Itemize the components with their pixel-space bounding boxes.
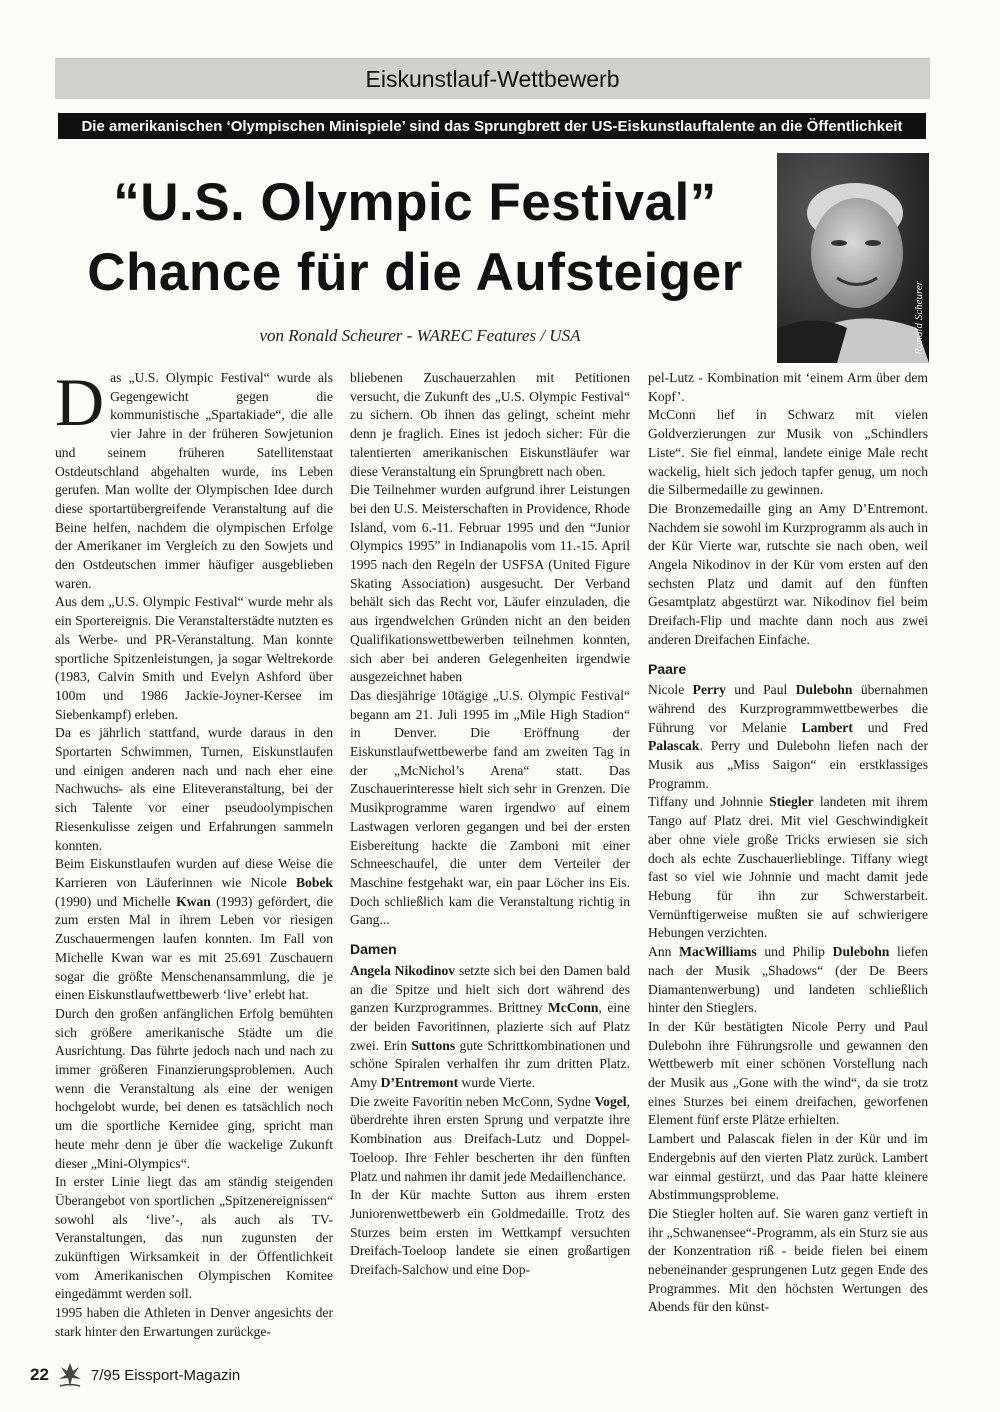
page-footer (30, 1360, 240, 1390)
issue-label: 7/95 Eissport-Magazin (90, 1366, 241, 1384)
paragraph: Tiffany und Johnnie Stiegler landeten mit ihrem Tango auf Platz drei. Mit viel Geschwindigkeit aber ohne viele große Tricks erwiesen sie sich doch als echte Zuschauerlieblinge. Tiffany wiegt fast so viel wie Johnnie und macht damit jede Hebung für ihn zur Schwerstarbeit. Vernünftigerweise mußten sie auf schwierigere Hebungen verzichten. (648, 794, 928, 941)
paragraph: Das diesjährige 10tägige „U.S. Olympic Festival“ begann am 21. Juli 1995 im „Mile High Stadion“ in Denver. Die Eröffnung der Eiskunstlaufwettbewerbe fand am zweiten Tag in der „McNichol’s Arena“ statt. Das Zuschauerinteresse hielt sich sehr in Grenzen. Die Musikprogramme waren irgendwo auf einem Lastwagen verloren gegangen und bei der ersten Eisbereitung hackte die Zamboni mit einer Schneeschaufel, die unter dem Verteiler der Maschine festgehakt war, ein paar Löcher ins Eis. Doch schließlich kam die Veranstaltung richtig in Gang... (350, 687, 630, 928)
paragraph: Aus dem „U.S. Olympic Festival“ wurde mehr als ein Sportereignis. Die Veranstalterstädte nutzten es als Werbe- und PR-Veranstaltung. Man konnte sportliche Spitzenleistungen, ja sogar Weltrekorde (1983, Calvin Smith und Evelyn Ashford über 100m und 1986 Jackie-Joyner-Kersee im Siebenkampf) erleben. (55, 594, 333, 722)
paragraph: Durch den großen anfänglichen Erfolg bemühten sich größere amerikanische Städte um die Ausrichtung. Das führte jedoch nach und nach zu immer größeren Finanzierungsproblemen. Auch wenn die Veranstaltung als eine der wenigen hochgelobt wurde, bei denen es tatsächlich noch um die sportliche Kernidee ging, spricht man heute mehr denn je über die wackelige Zukunft dieser „Mini-Olympics“. (55, 1005, 333, 1171)
headline (55, 168, 775, 308)
byline: von Ronald Scheurer - WAREC Features / USA (259, 326, 581, 345)
portrait-image (777, 153, 929, 363)
paragraph: Angela Nikodinov setzte sich bei den Damen bald an die Spitze und hielt sich dort während des ganzen Kurzprogrammes. Brittney McConn, eine der beiden Favoritinnen, plazierte sich auf Platz zwei. Erin Suttons gute Schrittkombinationen und schöne Spiralen verhalfen ihr zum dritten Platz. Amy D’Entremont wurde Vierte. (350, 962, 630, 1091)
column-1 (55, 364, 333, 1342)
column-2 (350, 369, 630, 1280)
subheading-damen: Damen (350, 941, 397, 958)
page-number: 22 (30, 1365, 49, 1384)
paragraph: Das „U.S. Olympic Festival“ wurde als Gegengewicht gegen die kommunistische „Spartakiade“, die alle vier Jahre in der früheren Sowjetunion und seinem früheren Satellitenstaat Ostdeutschland abgehalten wurde, ins Leben gerufen. Man wollte der Olympischen Idee durch diese sportartübergreifende Veranstaltung auf die Beine helfen, nachdem die olympischen Erfolge der Amerikaner im Vergleich zu den Sowjets und den Ostdeutschen immer häufiger ausgeblieben waren. (55, 364, 333, 591)
kicker-bar (58, 113, 926, 139)
paragraph: In der Kür machte Sutton aus ihrem ersten Juniorenwettbewerb ein Goldmedaille. Trotz des Sturzes beim ersten im Wettkampf versuchten Dreifach-Toeloop landete sie einen großartigen Dreifach-Salchow und eine Dop- (350, 1187, 630, 1278)
subheading-paare: Paare (648, 660, 687, 677)
paragraph: Nicole Perry und Paul Dulebohn übernahmen während des Kurzprogrammwettbewerbes die Führung vor Melanie Lambert und Fred Palascak. Perry und Dulebohn liefen nach der Musik aus „Miss Saigon“ ein erstklassiges Programm. (648, 682, 928, 791)
photo-credit: Ronald Scheurer (913, 281, 925, 355)
paragraph: pel-Lutz - Kombination mit ‘einem Arm über dem Kopf’. (648, 370, 928, 404)
column-3 (648, 369, 928, 1317)
section-title-bar (55, 58, 930, 99)
paragraph: Da es jährlich stattfand, wurde daraus in den Sportarten Schwimmen, Turnen, Eiskunstlaufen und einigen anderen nach und nach eher eine Nachwuchs- als eine Eliteveranstaltung, bei der sich Talente vor einer pseudoolympischen Riesenkulisse zeigen und Erfahrungen sammeln konnten. (55, 725, 333, 853)
paragraph: Die Teilnehmer wurden aufgrund ihrer Leistungen bei den U.S. Meisterschaften in Providence, Rhode Island, vom 6.-11. Februar 1995 und den “Junior Olympics 1995” in Indianapolis vom 11.-15. April 1995 nach den Regeln der USFSA (United Figure Skating Association) ausgesucht. Der Verband behält sich das Recht vor, Läufer einzuladen, die aus irgendwelchen Gründen nicht an den beiden Qualifikationswettbewerben teilnehmen konnten, sich aber bei anderen Gelegenheiten irgendwie ausgezeichnet haben (350, 482, 630, 685)
skater-logo-icon (57, 1361, 83, 1389)
paragraph: In der Kür bestätigten Nicole Perry und Paul Dulebohn ihre Führungsrolle und gewannen den Wettbewerb mit einer schönen Vorstellung nach der Musik aus „Gone with the wind“, da sie trotz eines Sturzes bei einem dreifachen, geworfenen Element fünf erste Plätze erhielten. (648, 1018, 928, 1128)
headline-line-2: Chance für die Aufsteiger (87, 243, 743, 302)
paragraph: Die Bronzemedaille ging an Amy D’Entremont. Nachdem sie sowohl im Kurzprogramm als auch in der Kür Vierte war, rutschte sie nach oben, weil Angela Nikodinov in der Kür vom ersten auf den sechsten Platz und damit auf den fünften Gesamtplatz abgestürzt war. Nikodinov fiel beim Dreifach-Flip und machte dann noch aus zwei anderen Dreifachen Einfache. (648, 500, 928, 647)
paragraph: Die zweite Favoritin neben McConn, Sydne Vogel, überdrehte ihren ersten Sprung und verpatzte ihre Kombination aus Dreifach-Lutz und Doppel-Toeloop. Ihre Fehler bescherten ihr den fünften Platz und nahmen ihr damit jede Medaillenchance. (350, 1093, 630, 1184)
paragraph: bliebenen Zuschauerzahlen mit Petitionen versucht, die Zukunft des „U.S. Olympic Festival“ zu sichern. Ob ihnen das gelingt, scheint mehr denn je fraglich. Eines ist jedoch sicher: Für die talentierten amerikanischen Eiskunstläufer war diese Veranstaltung ein Sprungbrett nach oben. (350, 370, 630, 479)
section-title: Eiskunstlauf-Wettbewerb (365, 65, 620, 92)
paragraph: Die Stiegler holten auf. Sie waren ganz vertieft in ihr „Schwanensee“-Programm, als ein Sturz sie aus der Konzentration riß - beide fielen bei einem nebeneinander gesprungenen Lutz gegen Ende des Programmes. Mit den höchsten Wertungen des Abends für den künst- (648, 1205, 928, 1315)
author-photo (777, 153, 929, 363)
paragraph: Beim Eiskunstlaufen wurden auf diese Weise die Karrieren von Läuferinnen wie Nicole Bobek (1990) und Michelle Kwan (1993) gefördert, die zum ersten Mal in ihrem Leben vor riesigen Zuschauermengen laufen konnten. Im Fall von Michelle Kwan war es mit 25.691 Zuschauern sogar die größte Menschenansammlung, die je einen Eiskunstlaufwettbewerb ‘live’ erlebt hat. (55, 856, 333, 1003)
drop-cap: D (55, 364, 105, 440)
paragraph: Ann MacWilliams und Philip Dulebohn liefen nach der Musik „Shadows“ (der De Beers Diamantenwerbung) und landeten schließlich hinter den Stieglers. (648, 944, 928, 1016)
paragraph: Lambert und Palascak fielen in der Kür und im Endergebnis auf den vierten Platz zurück. Lambert war einmal gestürzt, und das Paar hatte kleinere Abstimmungsprobleme. (648, 1131, 928, 1203)
paragraph: In erster Linie liegt das am ständig steigenden Überangebot von sportlichen „Spitzenereignissen“ sowohl als ‘live’-, als auch als TV-Veranstaltungen, das nun zugunsten der zukünftigen Wirksamkeit in der Öffentlichkeit vom Amerikanischen Olympischen Komitee eingedämmt werden soll. (55, 1174, 333, 1302)
kicker-text: Die amerikanischen ‘Olympischen Minispiele’ sind das Sprungbrett der US-Eiskunstlauftalente an die Öffentlichkeit (81, 117, 903, 135)
headline-line-1: “U.S. Olympic Festival” (113, 173, 717, 232)
paragraph: 1995 haben die Athleten in Denver angesichts der stark hinter den Erwartungen zurückge- (55, 1305, 333, 1339)
paragraph: McConn lief in Schwarz mit vielen Goldverzierungen zur Musik von „Schindlers Liste“. Sie fiel einmal, landete einige Male recht wackelig, hielt sich jedoch tapfer genug, um noch die Silbermedaille zu gewinnen. (648, 407, 928, 498)
